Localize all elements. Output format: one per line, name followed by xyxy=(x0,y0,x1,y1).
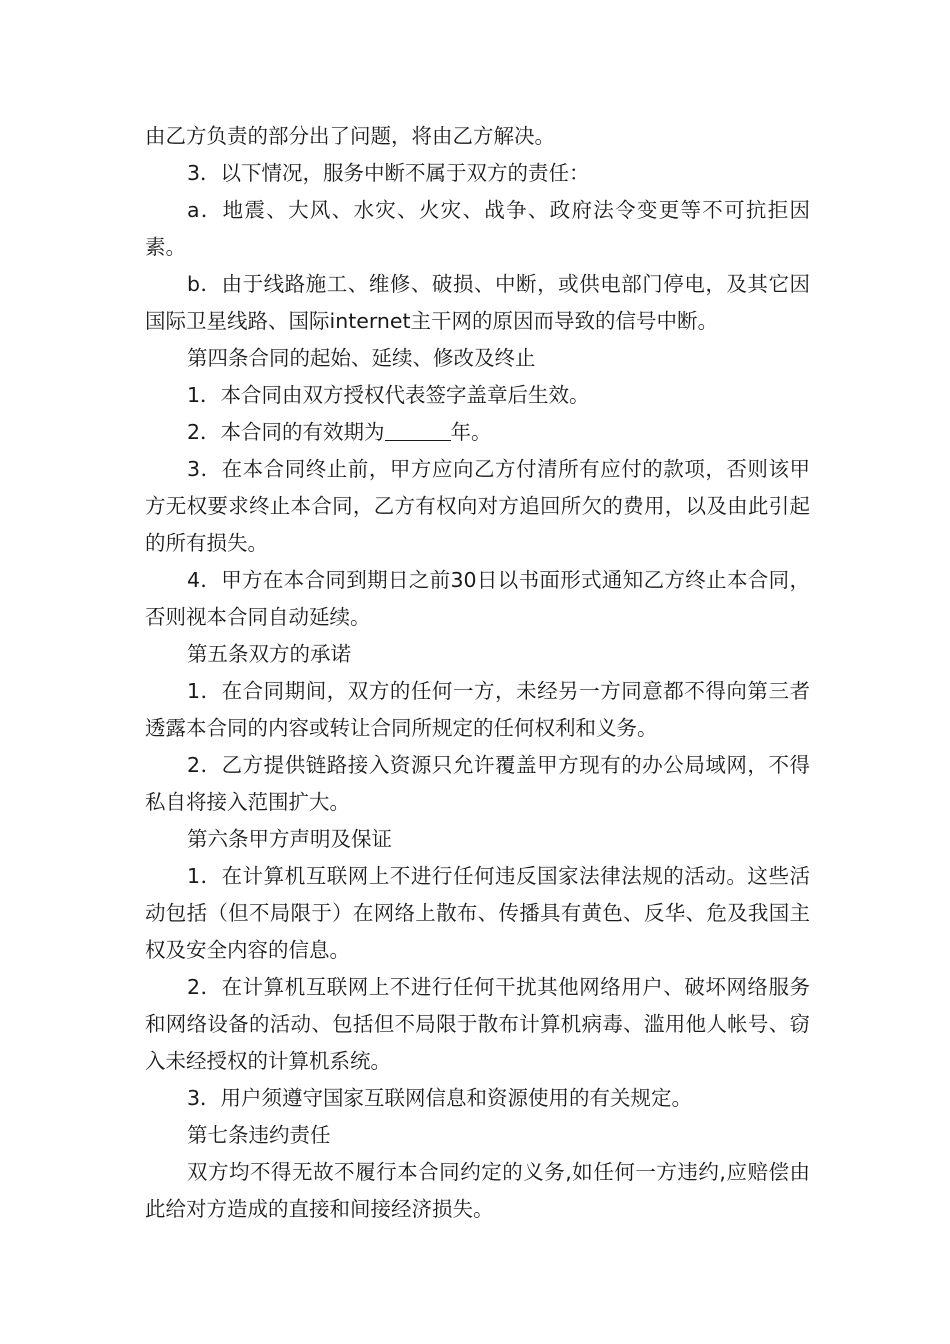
article-6-clause-1: 1．在计算机互联网上不进行任何违反国家法律法规的活动。这些活动包括（但不局限于）在网络上散布、传播具有黄色、反华、危及我国主权及安全内容的信息。 xyxy=(145,864,810,962)
paragraph-continuation: 由乙方负责的部分出了问题，将由乙方解决。 xyxy=(145,124,555,148)
document-body xyxy=(145,118,810,1228)
article-4-clause-2-text: 2．本合同的有效期为 xyxy=(187,420,385,444)
article-6-clause-2: 2．在计算机互联网上不进行任何干扰其他网络用户、破坏网络服务和网络设备的活动、包括但不局限于散布计算机病毒、滥用他人帐号、窃入未经授权的计算机系统。 xyxy=(145,975,810,1073)
article-7-heading: 第七条违约责任 xyxy=(187,1123,331,1147)
article-7-body: 双方均不得无故不履行本合同约定的义务,如任何一方违约,应赔偿由此给对方造成的直接和间接经济损失。 xyxy=(145,1160,810,1221)
article-4-clause-1: 1．本合同由双方授权代表签字盖章后生效。 xyxy=(187,383,590,407)
article-5-clause-2: 2．乙方提供链路接入资源只允许覆盖甲方现有的办公局域网，不得私自将接入范围扩大。 xyxy=(145,753,810,814)
term-blank-line xyxy=(385,420,451,442)
article-6-heading: 第六条甲方声明及保证 xyxy=(187,827,392,851)
article-5-heading: 第五条双方的承诺 xyxy=(187,642,351,666)
article-5-clause-1: 1．在合同期间，双方的任何一方，未经另一方同意都不得向第三者透露本合同的内容或转让合同所规定的任何权利和义务。 xyxy=(145,679,810,740)
article-6-clause-3: 3．用户须遵守国家互联网信息和资源使用的有关规定。 xyxy=(187,1086,693,1110)
article-4-clause-2-suffix: 年。 xyxy=(450,420,492,444)
clause-3-intro: 3．以下情况，服务中断不属于双方的责任： xyxy=(187,161,590,185)
article-4-clause-4: 4．甲方在本合同到期日之前30日以书面形式通知乙方终止本合同，否则视本合同自动延续。 xyxy=(145,568,810,629)
clause-3-item-b: b．由于线路施工、维修、破损、中断，或供电部门停电，及其它因国际卫星线路、国际internet主干网的原因而导致的信号中断。 xyxy=(145,272,810,333)
clause-3-item-a: a．地震、大风、水灾、火灾、战争、政府法令变更等不可抗拒因素。 xyxy=(145,198,810,259)
article-4-clause-3: 3．在本合同终止前，甲方应向乙方付清所有应付的款项，否则该甲方无权要求终止本合同，乙方有权向对方追回所欠的费用，以及由此引起的所有损失。 xyxy=(145,457,810,555)
article-4-heading: 第四条合同的起始、延续、修改及终止 xyxy=(187,346,536,370)
article-4-clause-2 xyxy=(145,414,810,451)
